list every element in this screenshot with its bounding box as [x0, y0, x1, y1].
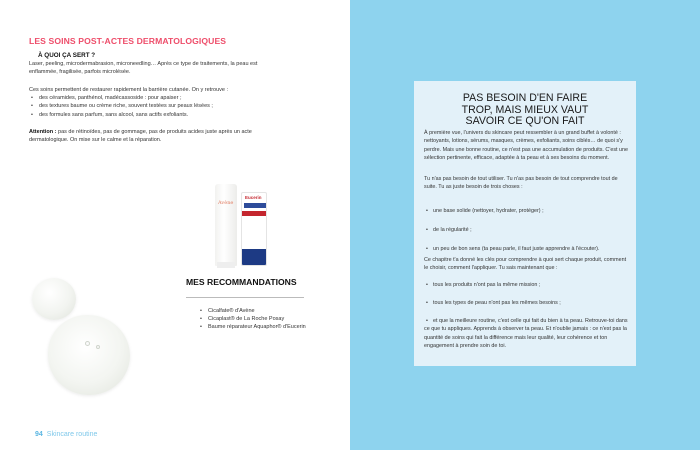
card-title — [414, 93, 636, 128]
card-paragraph-3: Ce chapitre t'a donné les clés pour comprendre à quoi sert chaque produit, comment le choisir, comment l'appliquer. Tu sais maintenant que : — [424, 257, 627, 272]
list-item: • des formules sans parfum, sans alcool, sans actifs exfoliants. — [29, 111, 213, 119]
title-line: SAVOIR CE QU'ON FAIT — [465, 115, 585, 127]
list-item: • des textures baume ou crème riche, souvent testées sur peaux lésées ; — [29, 102, 213, 110]
attention-text: pas de rétinoïdes, pas de gommage, pas de produits acides juste après un acte dermatologique. On mise sur le calme et la réparation. — [29, 129, 252, 144]
list-item: • Cicaplast® de La Roche Posay — [200, 315, 306, 323]
tube-bottom — [242, 249, 266, 265]
running-title: Skincare routine — [46, 431, 98, 438]
recommendations-title: MES RECOMMANDATIONS — [186, 277, 297, 287]
list-item: • un peu de bon sens (ta peau parle, il faut juste apprendre à l'écouter). — [424, 245, 599, 253]
title-line: PAS BESOIN D'EN FAIRE — [462, 92, 588, 104]
list-item: • de la régularité ; — [424, 226, 472, 234]
avene-tube — [215, 184, 237, 266]
attention-paragraph — [29, 128, 259, 144]
cream-drop-small — [32, 278, 76, 320]
list-item: • tous les types de peau n'ont pas les mêmes besoins ; — [424, 299, 561, 307]
page-footer — [35, 431, 97, 438]
list-item: • tous les produits n'ont pas la même mission ; — [424, 281, 540, 289]
list-item: • une base solide (nettoyer, hydrater, protéger) ; — [424, 207, 544, 215]
tube-cap — [217, 262, 235, 268]
recommendations-list — [200, 307, 306, 332]
list-item: • Baume réparateur Aquaphor® d'Eucerin — [200, 323, 306, 331]
card-paragraph-2: Tu n'as pas besoin de tout utiliser. Tu n'as pas besoin de tout comprendre tout de suite. Tu as juste besoin de trois choses : — [424, 176, 618, 191]
closing-paragraph: • et que la meilleure routine, c'est celle qui fait du bien à ta peau. Retrouve-toi dans ce que tu appliques. Apprends à observer ta peau. Et n'oublie jamais : ce n'est pas la quantité de soins qui fait la différence mais leur qualité, leur cohérence et ton engagement à prendre soin de toi. — [424, 317, 629, 350]
title-line: TROP, MAIS MIEUX VAUT — [461, 103, 589, 116]
subtitle: À QUOI ÇA SERT ? — [38, 52, 96, 59]
product-image — [207, 176, 287, 272]
attention-label: Attention : — [29, 129, 57, 135]
label-stripe — [244, 203, 266, 208]
cream-drop-large — [48, 315, 130, 395]
bubble — [85, 341, 90, 346]
bubble — [96, 345, 100, 349]
divider — [186, 297, 304, 298]
summary-card — [414, 81, 636, 366]
label-band — [242, 211, 266, 216]
page-number: 94 — [35, 431, 43, 438]
avene-logo: Avène — [218, 200, 234, 206]
barrier-paragraph: Ces soins permettent de restaurer rapidement la barrière cutanée. On y retrouve : — [29, 87, 229, 93]
list-item: • Cicalfate® d'Avène — [200, 307, 306, 315]
eucerin-tube — [241, 192, 267, 266]
list-item: • des céramides, panthénol, madécassoside : pour apaiser ; — [29, 94, 213, 102]
card-paragraph-1: À première vue, l'univers du skincare peut ressembler à un grand buffet à volonté : nettoyants, lotions, sérums, masques, crèmes, exfoliants, soins ciblés… de quoi s'y perdre. Mais une bonne routine, ce n'est pas une accumulation de produits. C'est une sélection pertinente, efficace, adaptée à ta peau et à ses besoins du moment. — [424, 130, 629, 161]
section-title: LES SOINS POST-ACTES DERMATOLOGIQUES — [29, 36, 227, 46]
ingredient-list — [29, 94, 213, 119]
eucerin-logo: Eucerin — [245, 195, 262, 200]
intro-paragraph: Laser, peeling, microdermabrasion, microneedling… Après ce type de traitements, la peau est enflammée, fragilisée, parfois microlésée. — [29, 61, 258, 76]
